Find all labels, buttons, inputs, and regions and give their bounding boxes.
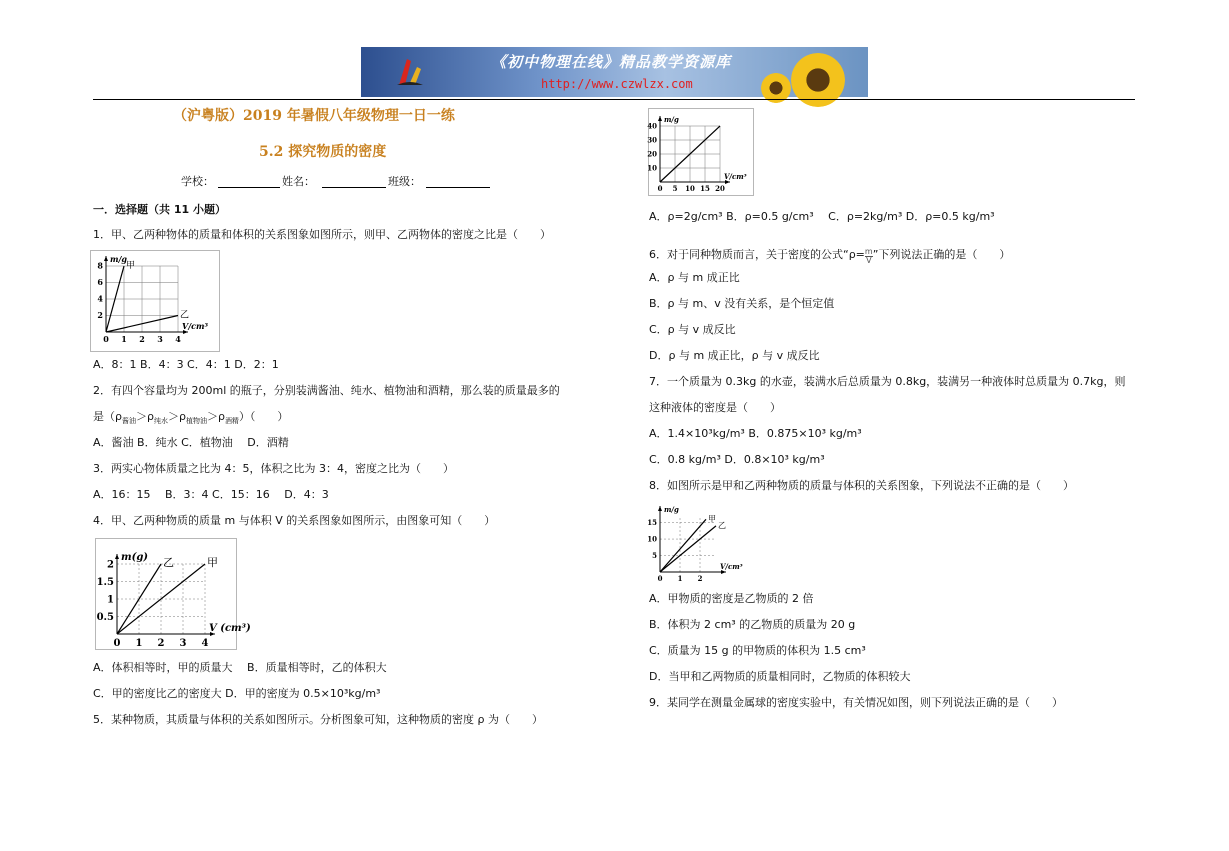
y-tick-label: 40: [647, 121, 657, 131]
x-tick-label: 1: [121, 334, 127, 344]
x-tick-label: 2: [157, 638, 165, 649]
series-label: 乙: [163, 556, 174, 569]
q3-text: 3．两实心物体质量之比为 4：5，体积之比为 3：4，密度之比为（ ）: [93, 462, 454, 475]
chart-frame: [91, 251, 220, 352]
chart-q4: [95, 538, 251, 650]
q2-prefix: 是（ρ: [93, 410, 122, 423]
series-label: 甲: [207, 556, 218, 569]
q5-text: 5．某种物质，其质量与体积的关系如图所示。分析图象可知，这种物质的密度 ρ 为（ ）: [93, 713, 543, 726]
q4-text: 4．甲、乙两种物质的质量 m 与体积 V 的关系图象如图所示，由图象可知（ ）: [93, 514, 496, 527]
logo-icon: [395, 55, 425, 89]
doc-subtitle: 5.2 探究物质的密度: [259, 144, 387, 160]
y-tick-label: 10: [647, 534, 657, 544]
q5-options: A．ρ=2g/cm³ B．ρ=0.5 g/cm³ C．ρ=2kg/m³ D．ρ=0.5 kg/m³: [649, 210, 995, 223]
y-axis-label: m/g: [664, 505, 679, 514]
section-heading: 一．选择题（共 11 小题）: [93, 203, 226, 216]
y-tick-label: 1: [107, 594, 114, 606]
series-label: 甲: [126, 261, 136, 271]
q8-text: 8．如图所示是甲和乙两种物质的质量与体积的关系图象，下列说法不正确的是（ ）: [649, 479, 1074, 492]
x-tick-label: 1: [135, 638, 143, 649]
chart-q8: [648, 502, 744, 582]
y-axis-label: m/g: [110, 254, 127, 264]
q6-text: [649, 248, 1010, 265]
q2-sub-alcohol: 酒精: [224, 417, 239, 426]
x-tick-label: 15: [700, 184, 710, 193]
q2-sub-oil: 植物油: [185, 417, 207, 426]
q2-gt3: ＞ρ: [206, 410, 225, 423]
x-tick-label: 10: [685, 184, 695, 193]
y-axis-label: m/g: [664, 115, 679, 124]
x-axis-label: V/cm³: [724, 172, 747, 181]
q6-suffix: ”下列说法正确的是（ ）: [872, 248, 1011, 261]
x-tick-label: 20: [715, 184, 725, 193]
q8-option-b: B．体积为 2 cm³ 的乙物质的质量为 20 g: [649, 618, 856, 631]
q6-option-c: C．ρ 与 v 成反比: [649, 323, 736, 336]
q6-option-a: A．ρ 与 m 成正比: [649, 271, 740, 284]
series-label: 甲: [708, 514, 716, 524]
x-tick-label: 2: [697, 574, 703, 583]
y-tick-label: 5: [652, 550, 657, 560]
name-blank[interactable]: [322, 187, 386, 188]
x-tick-label: 4: [175, 334, 181, 344]
q6-option-b: B．ρ 与 m、v 没有关系，是个恒定值: [649, 297, 835, 310]
school-label: 学校：: [181, 175, 214, 188]
q8-option-d: D．当甲和乙两物质的质量相同时，乙物质的体积较大: [649, 670, 911, 683]
header-banner: [361, 47, 868, 97]
y-tick-label: 8: [97, 260, 103, 271]
q8-option-a: A．甲物质的密度是乙物质的 2 倍: [649, 592, 814, 605]
y-axis-arrow: [104, 256, 108, 261]
y-tick-label: 0.5: [96, 611, 114, 623]
header-rule: [93, 99, 1135, 100]
q2-gt1: ＞ρ: [135, 410, 154, 423]
q7-option-cd: C．0.8 kg/m³ D．0.8×10³ kg/m³: [649, 453, 825, 466]
q2-suffix: ）（ ）: [238, 410, 289, 423]
y-tick-label: 1.5: [96, 576, 114, 588]
series-label: 乙: [718, 520, 726, 530]
x-tick-label: 3: [157, 334, 163, 344]
q1-options: A．8：1 B．4：3 C．4：1 D．2：1: [93, 358, 279, 371]
y-tick-label: 2: [107, 559, 114, 571]
chart-q5: [648, 108, 754, 196]
x-tick-label: 5: [672, 184, 678, 193]
y-tick-label: 15: [647, 517, 657, 527]
x-tick-label: 0: [103, 334, 109, 344]
y-tick-label: 2: [97, 310, 103, 321]
q6-numerator: m: [864, 247, 873, 256]
q7-text: 7．一个质量为 0.3kg 的水壶，装满水后总质量为 0.8kg，装满另一种液体时总质量为 0.7kg，则: [649, 375, 1126, 388]
q8-option-c: C．质量为 15 g 的甲物质的体积为 1.5 cm³: [649, 644, 866, 657]
q2-sub-water: 纯水: [153, 417, 168, 426]
y-tick-label: 4: [97, 293, 103, 304]
q2-text: 2．有四个容量均为 200ml 的瓶子，分别装满酱油、纯水、植物油和酒精，那么装的质量最多的: [93, 384, 560, 397]
q6-option-d: D．ρ 与 m 成正比，ρ 与 v 成反比: [649, 349, 820, 362]
q9-text: 9．某同学在测量金属球的密度实验中，有关情况如图，则下列说法正确的是（ ）: [649, 696, 1063, 709]
class-blank[interactable]: [426, 187, 490, 188]
series-label: 乙: [180, 310, 190, 321]
y-axis-arrow: [658, 506, 662, 511]
y-axis-label: m(g): [121, 552, 149, 563]
name-label: 姓名：: [282, 175, 315, 188]
x-tick-label: 0: [657, 574, 663, 583]
q3-options: A．16：15 B．3：4 C．15：16 D．4：3: [93, 488, 329, 501]
q6-fraction: [865, 248, 873, 265]
q4-option-ab: A．体积相等时，甲的质量大 B．质量相等时，乙的体积大: [93, 661, 387, 674]
series-line: [660, 526, 716, 572]
y-axis-arrow: [115, 554, 119, 559]
y-tick-label: 30: [647, 135, 657, 145]
x-axis-label: V/cm³: [182, 321, 208, 331]
q6-prefix: 6．对于同种物质而言，关于密度的公式“ρ=: [649, 248, 865, 261]
y-tick-label: 10: [647, 163, 657, 173]
y-tick-label: 6: [97, 277, 103, 288]
x-tick-label: 4: [201, 638, 209, 649]
series-line: [660, 519, 706, 572]
class-label: 班级：: [388, 175, 421, 188]
y-tick-label: 20: [647, 149, 657, 159]
x-tick-label: 3: [179, 638, 187, 649]
q6-denominator: V: [866, 256, 872, 265]
y-axis-arrow: [658, 116, 662, 121]
q7-option-ab: A．1.4×10³kg/m³ B．0.875×10³ kg/m³: [649, 427, 862, 440]
q2-sub-soy: 酱油: [121, 417, 136, 426]
q2-text-cont: [93, 410, 288, 428]
q1-text: 1．甲、乙两种物体的质量和体积的关系图象如图所示，则甲、乙两物体的密度之比是（ ）: [93, 228, 551, 241]
chart-q1: [90, 250, 220, 352]
q2-gt2: ＞ρ: [167, 410, 186, 423]
x-axis-label: V/cm³: [720, 562, 743, 571]
x-tick-label: 1: [677, 574, 683, 583]
x-axis-label: V (cm³): [209, 623, 251, 634]
q2-options: A．酱油 B．纯水 C．植物油 D．酒精: [93, 436, 289, 449]
banner-title: 《初中物理在线》精品教学资源库: [491, 53, 732, 71]
doc-title: （沪粤版）2019 年暑假八年级物理一日一练: [173, 108, 455, 124]
x-tick-label: 2: [139, 334, 145, 344]
banner-url: http://www.czwlzx.com: [541, 77, 693, 91]
x-tick-label: 0: [113, 638, 121, 649]
q4-option-cd: C．甲的密度比乙的密度大 D．甲的密度为 0.5×10³kg/m³: [93, 687, 381, 700]
school-blank[interactable]: [218, 187, 280, 188]
q7-text-cont: 这种液体的密度是（ ）: [649, 401, 781, 414]
x-tick-label: 0: [657, 184, 663, 193]
